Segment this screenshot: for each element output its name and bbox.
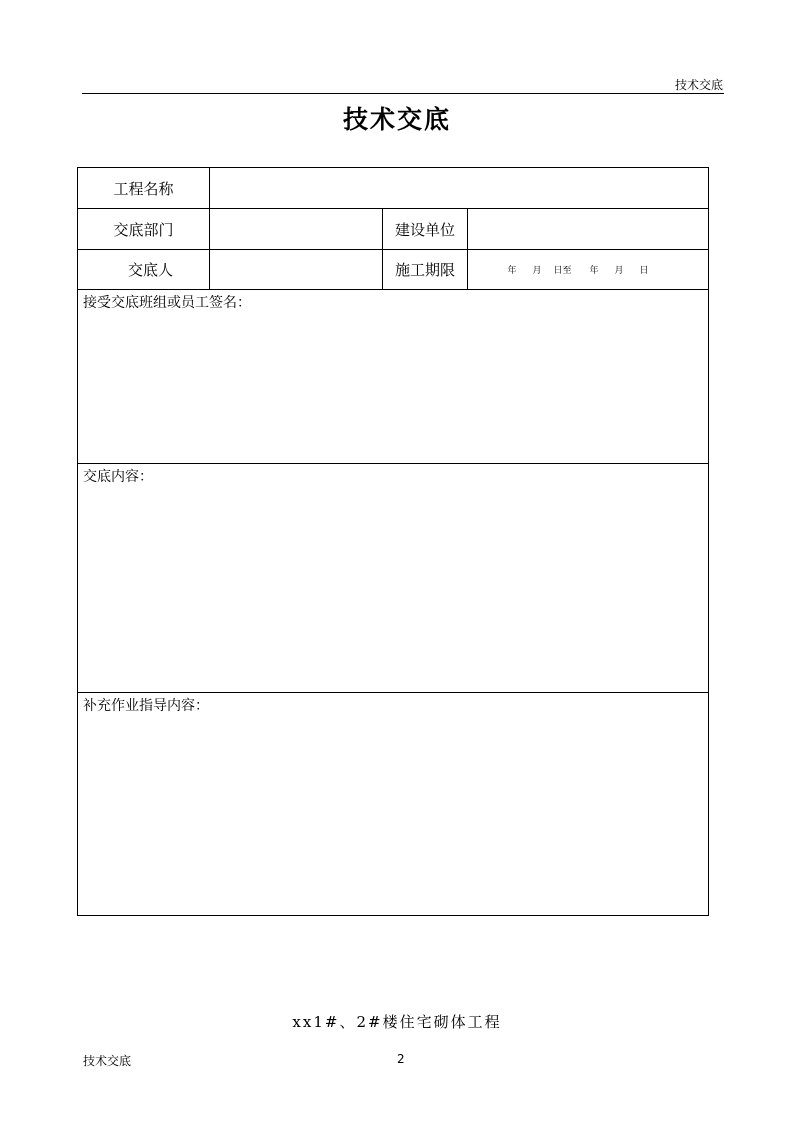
date-day-end: 日 <box>639 266 649 276</box>
date-month-end: 月 <box>614 266 624 276</box>
project-name-field[interactable] <box>210 168 708 208</box>
running-header: 技术交底 <box>674 78 723 92</box>
period-dates-field[interactable] <box>468 250 708 289</box>
department-field[interactable] <box>210 209 382 249</box>
date-year-start: 年 <box>507 266 517 276</box>
person-field[interactable] <box>210 250 382 289</box>
header-rule <box>82 93 724 94</box>
date-year-end: 年 <box>589 266 599 276</box>
signature-label: 接受交底班组或员工签名： <box>83 295 251 311</box>
content-label: 交底内容： <box>83 469 153 485</box>
person-label: 交底人 <box>127 261 173 279</box>
period-label: 施工期限 <box>394 261 455 279</box>
department-label: 交底部门 <box>113 220 174 239</box>
footer-project-name: xx1#、2#楼住宅砌体工程 <box>292 1013 502 1031</box>
project-name-label: 工程名称 <box>113 179 174 198</box>
builder-label: 建设单位 <box>394 220 455 239</box>
builder-field[interactable] <box>468 209 708 249</box>
date-day-to: 日至 <box>553 266 572 276</box>
supplement-area[interactable] <box>78 693 708 915</box>
signature-area[interactable] <box>78 290 708 463</box>
supplement-label: 补充作业指导内容： <box>83 698 209 714</box>
page-number: 2 <box>397 1052 405 1066</box>
disclosure-form <box>77 167 709 916</box>
footer-document-type: 技术交底 <box>83 1054 132 1068</box>
content-area[interactable] <box>78 464 708 692</box>
date-month-start: 月 <box>532 266 542 276</box>
document-title: 技术交底 <box>342 105 451 134</box>
